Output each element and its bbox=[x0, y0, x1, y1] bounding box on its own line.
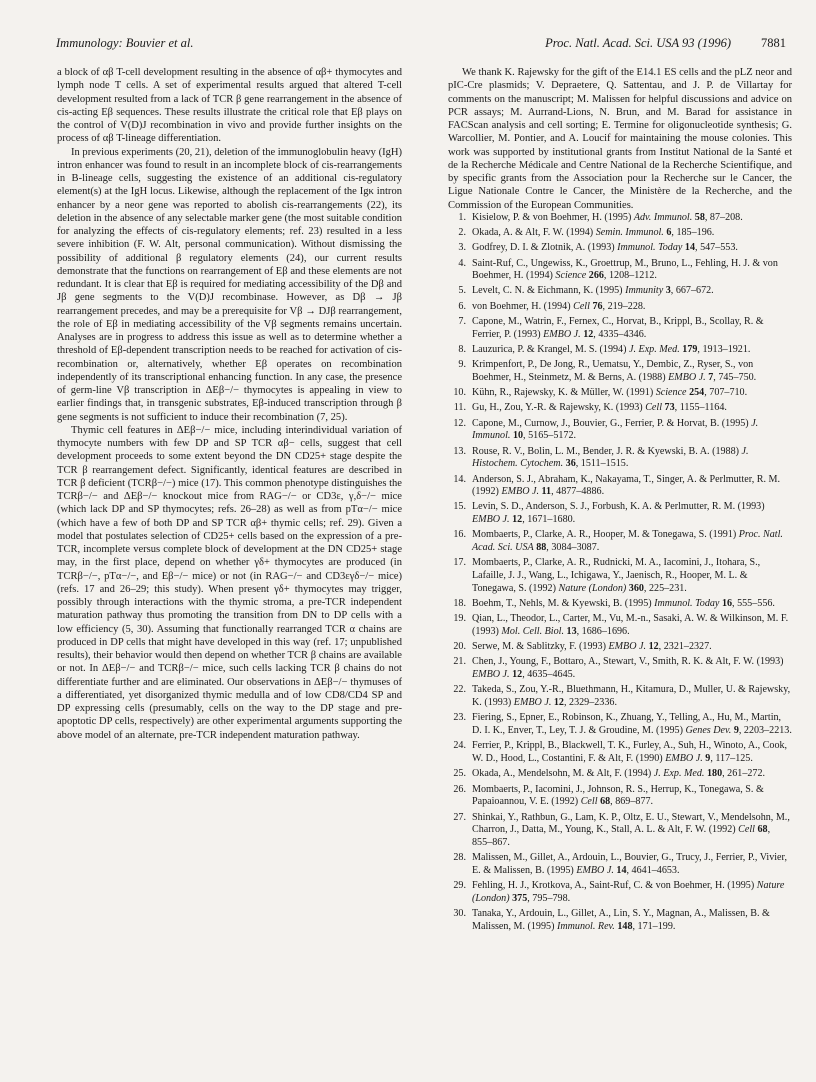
reference-journal: Science bbox=[555, 270, 587, 282]
reference-authors: Ferrier, P., Krippl, B., Blackwell, T. K., Furley, A., Suh, H., Winoto, A., Cook, W. D., Hood, L., Costantini, F. & Alt, F. (1990) bbox=[472, 740, 788, 765]
reference-authors: Fehling, H. J., Krotkova, A., Saint-Ruf, C. & von Boehmer, H. (1995) bbox=[472, 880, 755, 892]
reference-journal: EMBO J. bbox=[576, 864, 614, 876]
reference-journal: EMBO J. bbox=[513, 697, 552, 709]
reference-volume: 14 bbox=[684, 242, 696, 254]
reference-number: 14. bbox=[453, 473, 466, 485]
reference-volume: 9 bbox=[705, 753, 711, 765]
reference-number: 2. bbox=[458, 227, 466, 238]
reference-number: 12. bbox=[453, 417, 466, 429]
reference-authors: Malissen, M., Gillet, A., Ardouin, L., Bouvier, G., Trucy, J., Ferrier, P., Vivier, E. & Malissen, B. (1995) bbox=[472, 852, 788, 876]
reference-item: 12. Capone, M., Curnow, J., Bouvier, G., Ferrier, P. & Horvat, B. (1995) J. Immunol. 10, 5165–5172. bbox=[448, 418, 792, 443]
reference-authors: Okada, A., Mendelsohn, M. & Alt, F. (1994) bbox=[472, 768, 652, 780]
reference-pages: 1671–1680. bbox=[527, 514, 576, 526]
reference-number: 22. bbox=[453, 684, 466, 696]
page-number: 7881 bbox=[761, 36, 786, 50]
reference-journal: Semin. Immunol. bbox=[595, 227, 664, 238]
reference-number: 10. bbox=[453, 387, 466, 399]
reference-number: 6. bbox=[458, 300, 466, 312]
reference-item: 6. von Boehmer, H. (1994) Cell 76, 219–228. bbox=[448, 301, 792, 314]
reference-volume: 375 bbox=[512, 892, 528, 904]
reference-volume: 7 bbox=[708, 371, 714, 383]
reference-authors: Kühn, R., Rajewsky, K. & Müller, W. (1991) bbox=[472, 387, 654, 399]
reference-volume: 12 bbox=[512, 669, 523, 681]
reference-volume: 180 bbox=[706, 768, 723, 780]
reference-volume: 266 bbox=[588, 270, 604, 282]
reference-item: 10. Kühn, R., Rajewsky, K. & Müller, W. (1991) Science 254, 707–710. bbox=[448, 387, 792, 400]
reference-volume: 179 bbox=[682, 343, 698, 355]
reference-volume: 254 bbox=[689, 387, 705, 399]
reference-authors: Qian, L., Theodor, L., Carter, M., Vu, M.-n., Sasaki, A. W. & Wilkinson, M. F. (1993) bbox=[472, 613, 789, 637]
reference-number: 23. bbox=[453, 712, 466, 724]
reference-number: 19. bbox=[453, 613, 466, 625]
reference-volume: 68 bbox=[757, 824, 768, 836]
reference-item: 20. Serwe, M. & Sablitzky, F. (1993) EMBO J. 12, 2321–2327. bbox=[448, 641, 792, 654]
reference-authors: Kisielow, P. & von Boehmer, H. (1995) bbox=[472, 211, 632, 223]
body-paragraph: Thymic cell features in ΔEβ−/− mice, including interindividual variation of thymocyte numbers with few DP and SP TCR αβ− cells, suggest that cell development proceeds to some extent beyond the DN CD25+ stage despite the TCR β rearrangement defect. Significantly, identical features are described in TCR β deficient (TCRβ−/−) mice (17). This common phenotype distinguishes the TCRβ−/− and ΔEβ−/− knockout mice from RAG−/− or CD3ε, γ,δ−/− mice (which lack DP and SP thymocytes; refs. 26–28) as well as from pTα−/− mice (which have a few of both DP and SP TCR αβ+ thymic cells; ref. 29). Given a model that postulates selection of CD25+ cells based on the expression of a pre-TCR, incomplete versus complete block of development at the DN CD25+ stage may, in the first place, depend on whether γδ+ thymocytes are produced (in TCRβ−/−, pTα−/−, and Eβ−/− mice) or not (in RAG−/− and CD3εγδ−/− mice) (refs. 17 and 26–29; this study). When present γδ+ thymocytes may trigger, possibly through interactions with the thymic stroma, a pre-TCR independent maturation pathway thus promoting the transition from DN to DP cells with a low efficiency (5, 30). Assuming that functionally rearranged TCR α chains are produced in DP cells that might have developed in this way (ref. 17; unpublished results), their behavior would then depend on whether TCR β chains are available or not. In ΔEβ−/− and TCRβ−/− mice, such cells lacking TCR β chains do not differentiate further and are eliminated. Our observations in ΔEβ−/− thymuses of a differentiated, yet disorganized thymic medulla and of low CD8/CD4 SP and DP expressing cells (presumably, cells on the way to the DP stage and pre-apoptotic DP cells, respectively) are other experimental arguments supporting the above model of an alternate, pre-TCR independent maturation pathway. bbox=[57, 424, 402, 741]
reference-journal: EMBO J. bbox=[501, 486, 540, 498]
reference-item: 7. Capone, M., Watrin, F., Fernex, C., Horvat, B., Krippl, B., Scollay, R. & Ferrier, P. (1993) EMBO J. 12, 4335–4346. bbox=[448, 316, 792, 341]
reference-volume: 36 bbox=[565, 458, 576, 470]
reference-item: 18. Boehm, T., Nehls, M. & Kyewski, B. (1995) Immunol. Today 16, 555–556. bbox=[448, 598, 792, 611]
reference-authors: Mombaerts, P., Iacomini, J., Johnson, R. S., Herrup, K., Tonegawa, S. & Papaioannou, V. E. (1992) bbox=[472, 783, 764, 808]
reference-pages: 185–196. bbox=[676, 227, 715, 238]
reference-journal: Immunol. Today bbox=[617, 242, 683, 254]
reference-authors: Fiering, S., Epner, E., Robinson, K., Zhuang, Y., Telling, A., Hu, M., Martin, D. I. K., Enver, T., Ley, T. J. & Groudine, M. (1995) bbox=[472, 712, 782, 737]
reference-journal: EMBO J. bbox=[543, 328, 581, 340]
reference-authors: Chen, J., Young, F., Bottaro, A., Stewart, V., Smith, R. K. & Alt, F. W. (1993) bbox=[472, 656, 784, 668]
reference-journal: EMBO J. bbox=[608, 641, 647, 653]
reference-volume: 10 bbox=[512, 430, 524, 442]
reference-pages: 1155–1164. bbox=[679, 402, 727, 414]
reference-pages: 795–798. bbox=[532, 892, 571, 904]
reference-volume: 14 bbox=[616, 864, 627, 876]
reference-volume: 3 bbox=[665, 285, 671, 297]
reference-journal: J. Exp. Med. bbox=[653, 768, 705, 780]
reference-number: 13. bbox=[453, 445, 466, 457]
reference-pages: 707–710. bbox=[709, 387, 748, 399]
reference-journal: Adv. Immunol. bbox=[633, 211, 693, 223]
reference-number: 20. bbox=[453, 641, 466, 653]
reference-pages: 219–228. bbox=[607, 300, 646, 312]
reference-authors: Gu, H., Zou, Y.-R. & Rajewsky, K. (1993) bbox=[472, 402, 643, 414]
reference-journal: EMBO J. bbox=[668, 371, 706, 383]
reference-number: 27. bbox=[453, 811, 466, 823]
reference-journal: Genes Dev. bbox=[685, 725, 732, 737]
reference-number: 17. bbox=[453, 557, 466, 569]
body-paragraph: In previous experiments (20, 21), deletion of the immunoglobulin heavy (IgH) intron enhancer was found to result in an incomplete block of cis-rearrangements in B-lineage cells, suggesting the existence of an additional cis-regulatory element(s) at the IgH locus. Likewise, although the replacement of the Igκ intron enhancer by a neor gene was reported to abolish cis-rearrangements (22), its deletion in the absence of any selectable marker gene (the most suitable condition for analyzing the effects of cis-regulatory elements; ref. 23) resulted in a less severe inhibition (F. W. Alt, personal communication). Without dismissing the possibility of additional β regulatory elements (24), our current results demonstrate that the functions on rearrangement of Eβ and these elements are not redundant. It is clear that Eβ is required for mediating accessibility of the Dβ and Jβ gene segments to the V(D)J recombinase. However, as Dβ → Jβ rearrangement precedes, and may be a prerequisite for Vβ → DJβ rearrangement, the role of Eβ in mediating accessibility of the Vβ segments remains uncertain. Analyses are in progress to address this issue as well as to determine whether a threshold of Eβ-dependent transcription needs to be reached for activation of cis-recombination or, alternatively, whether Eβ operates on recombination independently of its transcriptional enhancing function. In any case, the presence of germ-line Vβ transcription in ΔEβ−/− thymocytes is appealing in view to earlier findings that, in transgenic substrates, Eβ-induced transcription through β gene segments is not sufficient to induce their recombination (7, 25). bbox=[57, 146, 402, 423]
reference-pages: 667–672. bbox=[675, 285, 714, 297]
reference-item: 26. Mombaerts, P., Iacomini, J., Johnson, R. S., Herrup, K., Tonegawa, S. & Papaioannou, V. E. (1992) Cell 68, 869–877. bbox=[448, 784, 792, 809]
reference-authors: Mombaerts, P., Clarke, A. R., Hooper, M. & Tonegawa, S. (1991) bbox=[472, 529, 737, 541]
reference-item: 30. Tanaka, Y., Ardouin, L., Gillet, A., Lin, S. Y., Magnan, A., Malissen, B. & Malissen, M. (1995) Immunol. Rev. 148, 171–199. bbox=[448, 908, 792, 933]
reference-number: 11. bbox=[453, 402, 466, 414]
acknowledgments: We thank K. Rajewsky for the gift of the E14.1 ES cells and the pLZ neor and pIC-Cre plasmids; V. Depraetere, Q. Sattentau, and J. P. de Villartay for comments on the manuscript; M. Malissen for helpful discussions and advice on PCR assays; M. Aurrand-Lions, N. Brun, and M. Barad for assistance in FACScan analysis and cell sorting; E. Termine for oligonucleotide synthesis; G. Warcollier, M. Pontier, and A. Loucif for maintaining the mouse colonies. This work was supported by institutional grants from Institut National de la Santé et de la Recherche Médicale and Centre National de la Recherche Scientifique, and by specific grants from the Association pour la Recherche sur le Cancer, the Ligue Nationale Contre le Cancer, the Ministère de la Recherche, and the Commission of the European Communities. bbox=[448, 67, 792, 211]
reference-journal: J. Immunol. bbox=[472, 417, 759, 442]
reference-authors: Krimpenfort, P., De Jong, R., Uematsu, Y., Dembic, Z., Ryser, S., von Boehmer, H., Steinmetz, M. & Berns, A. (1988) bbox=[472, 359, 754, 383]
reference-item: 27. Shinkai, Y., Rathbun, G., Lam, K. P., Oltz, E. U., Stewart, V., Mendelsohn, M., Charron, J., Datta, M., Young, K., Stall, A. L. & Alt, F. W. (1992) Cell 68, 855–867. bbox=[448, 812, 792, 850]
header-journal-citation: Proc. Natl. Acad. Sci. USA 93 (1996) bbox=[545, 36, 731, 50]
reference-number: 26. bbox=[453, 783, 466, 795]
reference-journal: Mol. Cell. Biol. bbox=[501, 625, 564, 637]
reference-authors: von Boehmer, H. (1994) bbox=[472, 300, 571, 312]
reference-journal: Nature (London) bbox=[472, 880, 785, 904]
reference-authors: Levin, S. D., Anderson, S. J., Forbush, K. A. & Perlmutter, R. M. (1993) bbox=[472, 501, 765, 513]
reference-journal: Cell bbox=[645, 402, 663, 414]
reference-volume: 88 bbox=[536, 542, 547, 554]
reference-authors: Boehm, T., Nehls, M. & Kyewski, B. (1995) bbox=[472, 598, 652, 610]
reference-authors: Saint-Ruf, C., Ungewiss, K., Groettrup, M., Bruno, L., Fehling, H. J. & von Boehmer, H. (1994) bbox=[472, 257, 778, 282]
reference-item: 28. Malissen, M., Gillet, A., Ardouin, L., Bouvier, G., Trucy, J., Ferrier, P., Vivier, E. & Malissen, B. (1995) EMBO J. 14, 4641–4653. bbox=[448, 852, 792, 877]
reference-number: 15. bbox=[453, 501, 466, 513]
reference-item: 25. Okada, A., Mendelsohn, M. & Alt, F. (1994) J. Exp. Med. 180, 261–272. bbox=[448, 768, 792, 781]
reference-item: 17. Mombaerts, P., Clarke, A. R., Rudnicki, M. A., Iacomini, J., Itohara, S., Lafaille, J. J., Wang, L., Ichigawa, Y., Jaenisch, R., Hooper, M. L. & Tonegawa, S. (1992) Nature (London) 360, 225–231. bbox=[448, 557, 792, 595]
reference-authors: Anderson, S. J., Abraham, K., Nakayama, T., Singer, A. & Perlmutter, R. M. (1992) bbox=[472, 473, 781, 498]
reference-number: 21. bbox=[453, 656, 466, 668]
reference-authors: Mombaerts, P., Clarke, A. R., Rudnicki, M. A., Iacomini, J., Itohara, S., Lafaille, J. J., Wang, L., Ichigawa, Y., Jaenisch, R., Hooper, M. L. & Tonegawa, S. (1992) bbox=[472, 557, 761, 594]
reference-volume: 9 bbox=[733, 725, 739, 737]
reference-item: 29. Fehling, H. J., Krotkova, A., Saint-Ruf, C. & von Boehmer, H. (1995) Nature (London) 375, 795–798. bbox=[448, 880, 792, 905]
reference-item: 14. Anderson, S. J., Abraham, K., Nakayama, T., Singer, A. & Perlmutter, R. M. (1992) EMBO J. 11, 4877–4886. bbox=[448, 474, 792, 499]
reference-volume: 76 bbox=[592, 300, 603, 312]
reference-pages: 1913–1921. bbox=[702, 343, 751, 355]
reference-pages: 2203–2213. bbox=[743, 725, 792, 737]
reference-volume: 12 bbox=[583, 328, 594, 340]
reference-volume: 360 bbox=[628, 582, 644, 594]
reference-pages: 4335–4346. bbox=[598, 328, 647, 340]
running-header bbox=[56, 36, 786, 54]
reference-item: 8. Lauzurica, P. & Krangel, M. S. (1994) J. Exp. Med. 179, 1913–1921. bbox=[448, 344, 792, 357]
reference-number: 9. bbox=[458, 359, 466, 371]
reference-number: 30. bbox=[453, 908, 466, 920]
reference-pages: 5165–5172. bbox=[528, 430, 577, 442]
reference-item: 15. Levin, S. D., Anderson, S. J., Forbush, K. A. & Perlmutter, R. M. (1993) EMBO J. 12, 1671–1680. bbox=[448, 501, 792, 526]
reference-journal: EMBO J. bbox=[472, 514, 510, 526]
reference-volume: 16 bbox=[721, 598, 733, 610]
reference-pages: 4641–4653. bbox=[631, 864, 680, 876]
reference-authors: Shinkai, Y., Rathbun, G., Lam, K. P., Oltz, E. U., Stewart, V., Mendelsohn, M., Charron, J., Datta, M., Young, K., Stall, A. L. & Alt, F. W. (1992) bbox=[472, 811, 790, 836]
reference-item: 23. Fiering, S., Epner, E., Robinson, K., Zhuang, Y., Telling, A., Hu, M., Martin, D. I. K., Enver, T., Ley, T. J. & Groudine, M. (1995) Genes Dev. 9, 2203–2213. bbox=[448, 712, 792, 737]
reference-volume: 68 bbox=[600, 796, 611, 808]
header-section-authors: Immunology: Bouvier et al. bbox=[56, 36, 194, 50]
reference-item: 4. Saint-Ruf, C., Ungewiss, K., Groettrup, M., Bruno, L., Fehling, H. J. & von Boehmer, H. (1994) Science 266, 1208–1212. bbox=[448, 258, 792, 283]
reference-authors: Okada, A. & Alt, F. W. (1994) bbox=[472, 227, 594, 238]
reference-item: 19. Qian, L., Theodor, L., Carter, M., Vu, M.-n., Sasaki, A. W. & Wilkinson, M. F. (1993) Mol. Cell. Biol. 13, 1686–1696. bbox=[448, 613, 792, 638]
reference-journal: Science bbox=[655, 387, 687, 399]
reference-authors: Serwe, M. & Sablitzky, F. (1993) bbox=[472, 641, 606, 653]
reference-number: 3. bbox=[458, 242, 466, 254]
reference-number: 8. bbox=[458, 343, 466, 355]
reference-pages: 171–199. bbox=[637, 920, 676, 932]
reference-pages: 745–750. bbox=[718, 371, 757, 383]
body-paragraph: a block of αβ T-cell development resulting in the absence of αβ+ thymocytes and lymph node T cells. A set of experimental results argued that altered T-cell development resulted from a lack of TCR β gene rearrangement in the absence of cis-acting Eβ sequences. These results illustrate the critical role that Eβ plays on the control of V(D)J recombination in vivo and provide further insights on the process of αβ T-lineage differentiation. bbox=[57, 67, 402, 145]
reference-journal: J. Histochem. Cytochem. bbox=[472, 445, 749, 470]
reference-volume: 6 bbox=[666, 227, 672, 238]
reference-item: 11. Gu, H., Zou, Y.-R. & Rajewsky, K. (1993) Cell 73, 1155–1164. bbox=[448, 402, 792, 415]
reference-item: 5. Levelt, C. N. & Eichmann, K. (1995) Immunity 3, 667–672. bbox=[448, 285, 792, 298]
reference-item: 16. Mombaerts, P., Clarke, A. R., Hooper, M. & Tonegawa, S. (1991) Proc. Natl. Acad. Sci. USA 88, 3084–3087. bbox=[448, 529, 792, 554]
reference-authors: Tanaka, Y., Ardouin, L., Gillet, A., Lin, S. Y., Magnan, A., Malissen, B. & Malissen, M. (1995) bbox=[472, 908, 770, 932]
reference-pages: 1511–1515. bbox=[580, 458, 629, 470]
reference-item: 2. Okada, A. & Alt, F. W. (1994) Semin. Immunol. 6, 185–196. bbox=[448, 227, 792, 240]
reference-pages: 855–867. bbox=[472, 836, 510, 848]
reference-journal: Immunity bbox=[625, 285, 664, 297]
reference-number: 24. bbox=[453, 740, 466, 752]
header-journal-info bbox=[545, 36, 786, 51]
reference-journal: Cell bbox=[738, 824, 755, 836]
right-column bbox=[448, 66, 792, 936]
reference-authors: Lauzurica, P. & Krangel, M. S. (1994) bbox=[472, 343, 627, 355]
reference-journal: EMBO J. bbox=[472, 669, 510, 681]
reference-number: 29. bbox=[453, 880, 466, 892]
reference-pages: 261–272. bbox=[727, 768, 766, 780]
reference-authors: Capone, M., Curnow, J., Bouvier, G., Ferrier, P. & Horvat, B. (1995) bbox=[472, 417, 749, 429]
reference-number: 5. bbox=[458, 285, 466, 297]
reference-journal: Cell bbox=[580, 796, 598, 808]
reference-number: 18. bbox=[453, 598, 466, 610]
reference-number: 7. bbox=[458, 315, 466, 327]
reference-pages: 555–556. bbox=[737, 598, 775, 610]
reference-pages: 3084–3087. bbox=[551, 542, 600, 554]
reference-journal: Immunol. Today bbox=[654, 598, 720, 610]
reference-number: 28. bbox=[453, 852, 466, 864]
reference-pages: 2321–2327. bbox=[663, 641, 712, 653]
reference-journal: Nature (London) bbox=[558, 582, 627, 594]
reference-item: 3. Godfrey, D. I. & Zlotnik, A. (1993) Immunol. Today 14, 547–553. bbox=[448, 242, 792, 255]
reference-pages: 1686–1696. bbox=[581, 625, 630, 637]
reference-item: 21. Chen, J., Young, F., Bottaro, A., Stewart, V., Smith, R. K. & Alt, F. W. (1993) EMBO J. 12, 4635–4645. bbox=[448, 656, 792, 681]
reference-volume: 13 bbox=[566, 625, 577, 637]
reference-volume: 148 bbox=[617, 920, 633, 932]
reference-pages: 87–208. bbox=[709, 211, 743, 223]
reference-item: 22. Takeda, S., Zou, Y.-R., Bluethmann, H., Kitamura, D., Muller, U. & Rajewsky, K. (1993) EMBO J. 12, 2329–2336. bbox=[448, 684, 792, 709]
reference-volume: 12 bbox=[512, 514, 523, 526]
reference-volume: 12 bbox=[648, 641, 659, 653]
reference-item: 24. Ferrier, P., Krippl, B., Blackwell, T. K., Furley, A., Suh, H., Winoto, A., Cook, W. D., Hood, L., Costantini, F. & Alt, F. (1990) EMBO J. 9, 117–125. bbox=[448, 740, 792, 765]
reference-list bbox=[448, 212, 792, 934]
reference-volume: 12 bbox=[553, 697, 564, 709]
reference-journal: Cell bbox=[573, 300, 590, 312]
reference-journal: EMBO J. bbox=[665, 753, 703, 765]
reference-volume: 58 bbox=[694, 211, 705, 223]
reference-pages: 547–553. bbox=[700, 242, 738, 254]
reference-pages: 869–877. bbox=[615, 796, 654, 808]
reference-authors: Capone, M., Watrin, F., Fernex, C., Horvat, B., Krippl, B., Scollay, R. & Ferrier, P. (1993) bbox=[472, 315, 764, 340]
reference-number: 16. bbox=[453, 529, 466, 541]
reference-volume: 73 bbox=[664, 402, 675, 414]
reference-pages: 117–125. bbox=[715, 753, 753, 765]
reference-number: 25. bbox=[453, 768, 466, 780]
reference-item: 1. Kisielow, P. & von Boehmer, H. (1995) Adv. Immunol. 58, 87–208. bbox=[448, 212, 792, 225]
reference-journal: Proc. Natl. Acad. Sci. USA bbox=[472, 529, 783, 554]
reference-journal: Immunol. Rev. bbox=[556, 920, 615, 932]
reference-item: 13. Rouse, R. V., Bolin, L. M., Bender, J. R. & Kyewski, B. A. (1988) J. Histochem. Cytochem. 36, 1511–1515. bbox=[448, 446, 792, 471]
reference-pages: 1208–1212. bbox=[608, 270, 657, 282]
reference-pages: 2329–2336. bbox=[569, 697, 617, 709]
reference-authors: Levelt, C. N. & Eichmann, K. (1995) bbox=[472, 285, 623, 297]
reference-item: 9. Krimpenfort, P., De Jong, R., Uematsu, Y., Dembic, Z., Ryser, S., von Boehmer, H., Steinmetz, M. & Berns, A. (1988) EMBO J. 7, 745–750. bbox=[448, 359, 792, 384]
reference-authors: Takeda, S., Zou, Y.-R., Bluethmann, H., Kitamura, D., Muller, U. & Rajewsky, K. (1993) bbox=[472, 684, 791, 709]
reference-number: 4. bbox=[458, 257, 466, 269]
reference-volume: 11 bbox=[541, 486, 552, 498]
reference-pages: 4877–4886. bbox=[556, 486, 605, 498]
reference-pages: 225–231. bbox=[648, 582, 687, 594]
reference-authors: Rouse, R. V., Bolin, L. M., Bender, J. R. & Kyewski, B. A. (1988) bbox=[472, 445, 739, 457]
left-column bbox=[57, 66, 402, 742]
reference-number: 1. bbox=[458, 211, 466, 223]
reference-pages: 4635–4645. bbox=[527, 669, 576, 681]
reference-authors: Godfrey, D. I. & Zlotnik, A. (1993) bbox=[472, 242, 615, 254]
reference-journal: J. Exp. Med. bbox=[629, 343, 680, 355]
